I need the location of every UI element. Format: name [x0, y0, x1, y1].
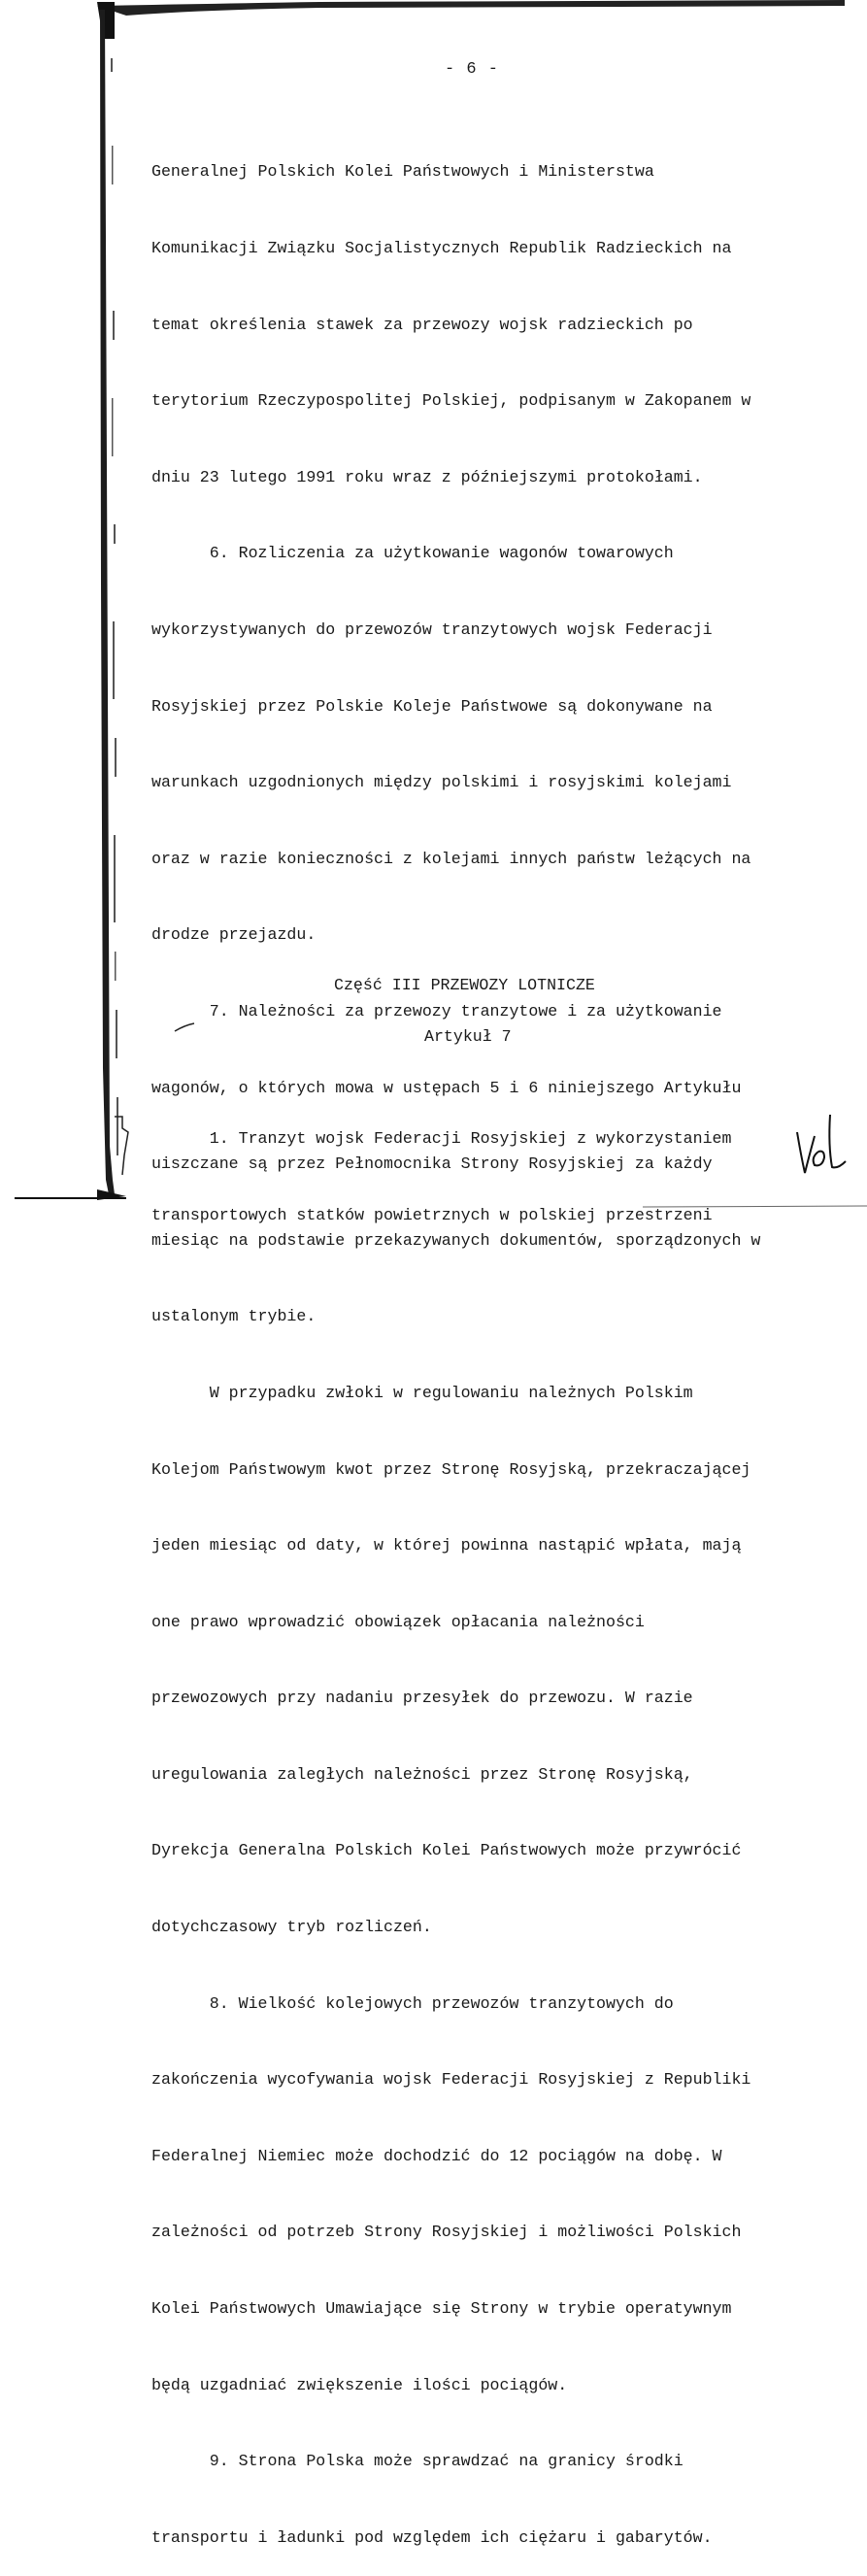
text-line: 8. Wielkość kolejowych przewozów tranzytowych do: [151, 1993, 674, 2013]
text-line: 7. Należności za przewozy tranzytowe i za użytkowanie: [151, 1001, 722, 1020]
text-line: oraz w razie konieczności z kolejami innych państw leżących na: [151, 849, 751, 868]
text-line: Generalnej Polskich Kolei Państwowych i Ministerstwa: [151, 162, 654, 182]
text-line: uiszczane są przez Pełnomocnika Strony Rosyjskiej za każdy: [151, 1154, 713, 1174]
text-line: Komunikacji Związku Socjalistycznych Republik Radzieckich na: [151, 239, 732, 257]
text-line: Kolejom Państwowym kwot przez Stronę Rosyjską, przekraczającej: [151, 1459, 751, 1479]
text-line: uregulowania zaległych należności przez Stronę Rosyjską,: [151, 1764, 693, 1784]
text-line: Dyrekcja Generalna Polskich Kolei Państwowych może przywrócić: [151, 1841, 742, 1860]
text-line: zależności od potrzeb Strony Rosyjskiej i możliwości Polskich: [151, 2223, 742, 2242]
text-line: Federalnej Niemiec może dochodzić do 12 pociągów na dobę. W: [151, 2146, 722, 2165]
article-text: [151, 1076, 831, 1254]
text-line: wagonów, o których mowa w ustępach 5 i 6 niniejszego Artykułu: [151, 1078, 742, 1097]
text-line: temat określenia stawek za przewozy wojsk radzieckich po: [151, 315, 693, 334]
text-line: zakończenia wycofywania wojsk Federacji Rosyjskiej z Republiki: [151, 2070, 751, 2090]
text-line: warunkach uzgodnionych między polskimi i rosyjskimi kolejami: [151, 773, 732, 792]
handwritten-initials: [791, 1107, 850, 1180]
text-line: miesiąc na podstawie przekazywanych dokumentów, sporządzonych w: [151, 1230, 761, 1250]
text-line: Kolei Państwowych Umawiające się Strony w trybie operatywnym: [151, 2299, 732, 2319]
text-line: ustalonym trybie.: [151, 1307, 317, 1326]
text-line: wykorzystywanych do przewozów tranzytowych wojsk Federacji: [151, 619, 713, 639]
text-line: jeden miesiąc od daty, w której powinna nastąpić wpłata, mają: [151, 1536, 742, 1556]
text-line: będą uzgadniać zwiększenie ilości pociągów.: [151, 2375, 568, 2394]
text-line: 1. Tranzyt wojsk Federacji Rosyjskiej z wykorzystaniem: [151, 1129, 732, 1149]
text-line: one prawo wprowadzić obowiązek opłacania należności: [151, 1612, 645, 1631]
text-line: dotychczasowy tryb rozliczeń.: [151, 1918, 432, 1937]
body-text: [151, 109, 831, 2576]
text-line: 6. Rozliczenia za użytkowanie wagonów towarowych: [151, 544, 674, 563]
text-line: transportu i ładunki pod względem ich ciężaru i gabarytów.: [151, 2527, 713, 2547]
text-line: W przypadku zwłoki w regulowaniu należnych Polskim: [151, 1383, 693, 1402]
text-line: dniu 23 lutego 1991 roku wraz z późniejszymi protokołami.: [151, 467, 703, 486]
text-line: terytorium Rzeczypospolitej Polskiej, podpisanym w Zakopanem w: [151, 391, 751, 411]
text-line: Rosyjskiej przez Polskie Koleje Państwowe są dokonywane na: [151, 696, 713, 716]
part-heading: Część III PRZEWOZY LOTNICZE: [334, 976, 595, 994]
text-line: transportowych statków powietrznych w polskiej przestrzeni: [151, 1206, 713, 1224]
page-number: - 6 -: [445, 60, 500, 79]
text-line: drodze przejazdu.: [151, 925, 317, 945]
text-line: przewozowych przy nadaniu przesyłek do przewozu. W razie: [151, 1689, 693, 1708]
text-line: 9. Strona Polska może sprawdzać na granicy środki: [151, 2452, 684, 2471]
article-heading: Artykuł 7: [424, 1027, 512, 1046]
